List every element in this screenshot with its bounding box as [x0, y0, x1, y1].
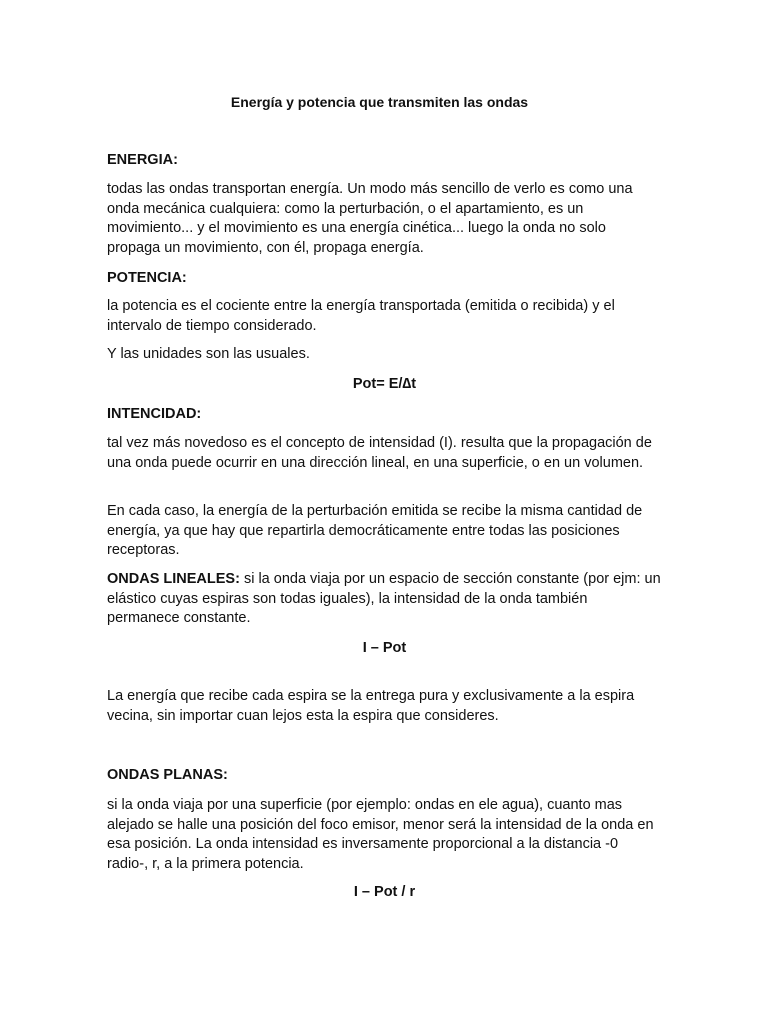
ondas-lineales-paragraph-2: La energía que recibe cada espira se la entrega pura y exclusivamente a la espira vecina, sin importar cuan lejos esta la espira que consideres.	[107, 688, 635, 724]
ondas-lineales-paragraph	[107, 570, 662, 629]
ondas-planas-paragraph: si la onda viaja por una superficie (por ejemplo: ondas en ele agua), cuanto mas alejado se halle una posición del foco emisor, menor será la intensidad de la onda en esa posición. La onda intensidad es inversamente proporcional a la distancia -0 radio-, r, a la primera potencia.	[107, 797, 654, 872]
intencidad-paragraph-1: tal vez más novedoso es el concepto de intensidad (I). resulta que la propagación de una onda puede ocurrir en una dirección lineal, en una superficie, o en un volumen.	[107, 435, 652, 471]
intencidad-heading: INTENCIDAD:	[107, 406, 202, 422]
potencia-formula: Pot= E/∆t	[352, 376, 417, 392]
document-title: Energía y potencia que transmiten las ondas	[230, 94, 529, 110]
potencia-heading: POTENCIA:	[107, 270, 187, 286]
ondas-planas-heading: ONDAS PLANAS:	[107, 767, 228, 783]
potencia-units-paragraph: Y las unidades son las usuales.	[107, 346, 310, 362]
ondas-lineales-label: ONDAS LINEALES:	[107, 571, 240, 587]
intencidad-paragraph-2: En cada caso, la energía de la perturbación emitida se recibe la misma cantidad de energía, ya que hay que repartirla democráticamente entre todas las posiciones receptoras.	[107, 503, 643, 559]
energia-heading: ENERGIA:	[107, 152, 178, 168]
ondas-lineales-text: si la onda viaja por un espacio de sección constante (por ejm: un elástico cuyas espiras son todas iguales), la intensidad de la onda también permanece constante.	[107, 571, 661, 627]
ondas-lineales-formula: I – Pot	[362, 640, 407, 656]
energia-paragraph: todas las ondas transportan energía. Un modo más sencillo de verlo es como una onda mecánica cualquiera: como la perturbación, o el apartamiento, es un movimiento... y el movimiento es una energía cinética... luego la onda no solo propaga un movimiento, con él, propaga energía.	[107, 181, 633, 256]
potencia-paragraph: la potencia es el cociente entre la energía transportada (emitida o recibida) y el intervalo de tiempo considerado.	[107, 298, 615, 334]
ondas-planas-formula: I – Pot / r	[353, 884, 416, 900]
